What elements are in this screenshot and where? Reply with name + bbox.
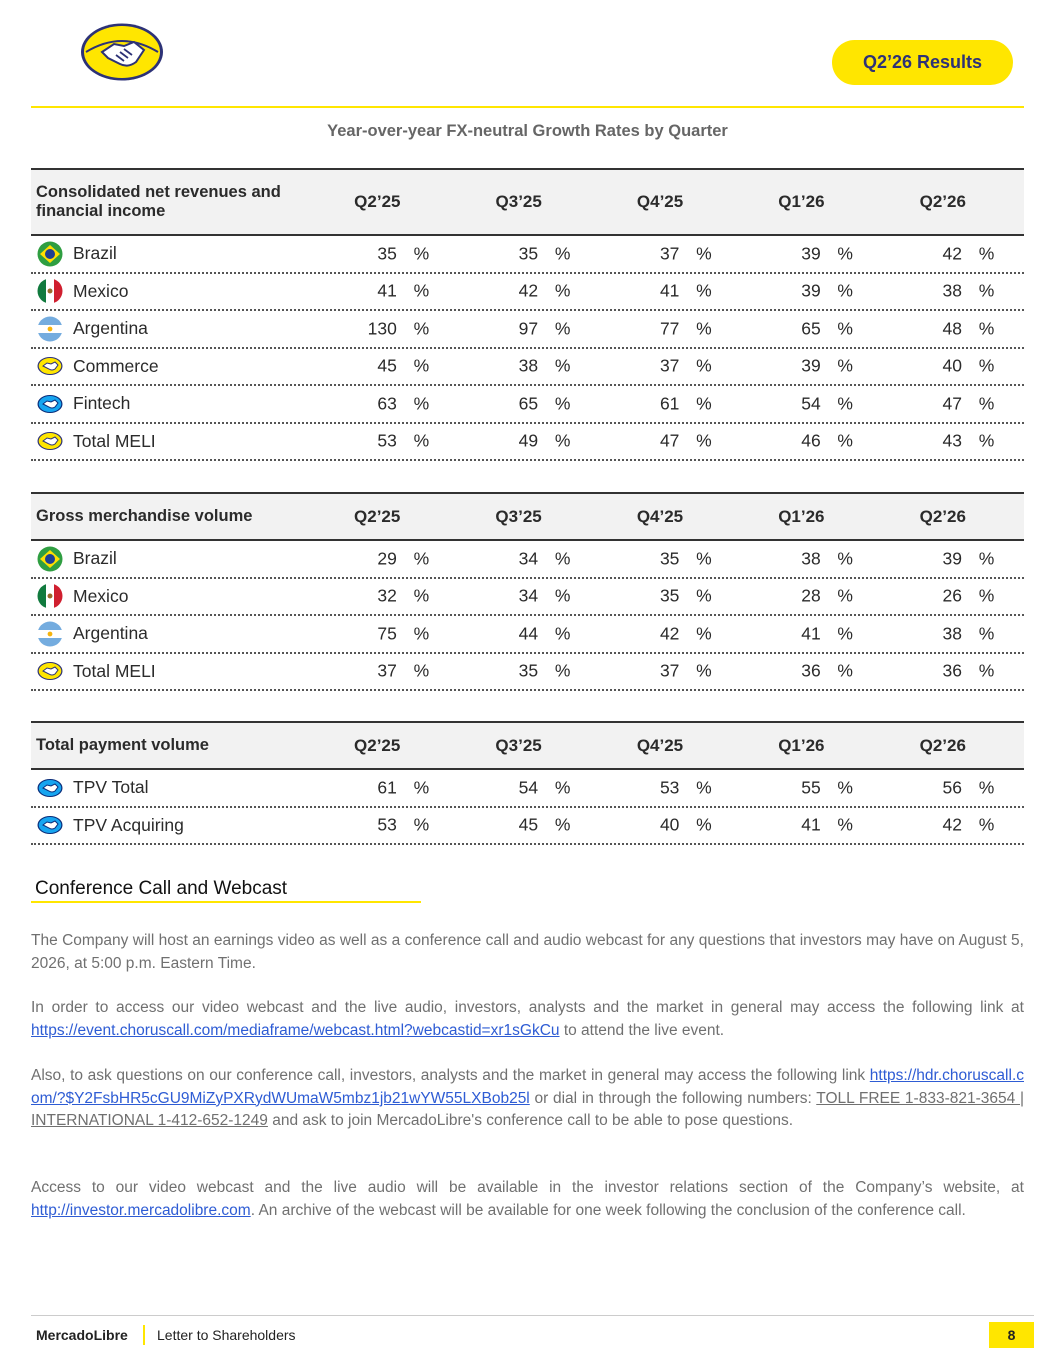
value-number: 97 — [518, 318, 539, 339]
value-cell-q4-25 — [600, 770, 741, 806]
table-row — [31, 274, 1024, 312]
value-cell-q2-26 — [883, 770, 1024, 806]
row-label: Total MELI — [73, 430, 156, 451]
percent-sign: % — [413, 548, 430, 569]
percent-sign: % — [413, 243, 430, 264]
section-title: Year-over-year FX-neutral Growth Rates by Quarter — [327, 122, 728, 140]
percent-sign: % — [978, 777, 995, 798]
percent-sign: % — [696, 318, 712, 339]
value-cell-q2-26 — [883, 654, 1024, 690]
value-number: 36 — [942, 660, 962, 681]
mexico-flag-icon — [37, 278, 63, 304]
value-number: 44 — [518, 623, 539, 644]
percent-sign: % — [696, 585, 712, 606]
percent-sign: % — [554, 355, 571, 376]
value-cell-q3-25 — [459, 311, 600, 347]
percent-sign: % — [554, 777, 571, 798]
percent-sign: % — [554, 585, 571, 606]
value-cell-q1-26 — [741, 770, 882, 806]
table-header-title: Total payment volume — [36, 736, 209, 754]
table-header — [31, 168, 1024, 236]
row-label: Mexico — [73, 280, 129, 301]
row-label-cell — [31, 278, 318, 304]
footer-divider — [31, 1315, 1034, 1316]
row-label: Brazil — [73, 243, 117, 264]
percent-sign: % — [978, 585, 995, 606]
table-row — [31, 541, 1024, 579]
value-number: 32 — [377, 585, 397, 606]
value-cell-q3-25 — [459, 274, 600, 310]
argentina-flag-icon — [37, 621, 63, 647]
page-number: 8 — [989, 1322, 1034, 1348]
percent-sign: % — [978, 814, 995, 835]
conference-underline — [31, 901, 421, 903]
value-cell-q2-25 — [318, 541, 459, 577]
value-number: 37 — [377, 660, 397, 681]
value-number: 65 — [518, 393, 539, 414]
row-label-cell — [31, 658, 318, 684]
footer-subtitle: Letter to Shareholders — [157, 1327, 296, 1343]
value-cell-q2-26 — [883, 579, 1024, 615]
value-cell-q2-26 — [883, 541, 1024, 577]
value-cell-q4-25 — [600, 616, 741, 652]
argentina-flag-icon — [37, 316, 63, 342]
value-cell-q3-25 — [459, 770, 600, 806]
percent-sign: % — [413, 355, 430, 376]
percent-sign: % — [978, 623, 995, 644]
percent-sign: % — [696, 243, 712, 264]
value-number: 65 — [801, 318, 821, 339]
percent-sign: % — [554, 548, 571, 569]
value-number: 45 — [518, 814, 539, 835]
header-q2-25: Q2’25 — [354, 192, 401, 211]
percent-sign: % — [554, 318, 571, 339]
percent-sign: % — [837, 318, 853, 339]
value-number: 34 — [518, 548, 539, 569]
value-cell-q4-25 — [600, 424, 741, 460]
value-cell-q3-25 — [459, 236, 600, 272]
row-label-cell — [31, 353, 318, 379]
webcast-link[interactable]: https://event.choruscall.com/mediaframe/webcast.html?webcastid=xr1sGkCu — [31, 1021, 560, 1039]
value-cell-q3-25 — [459, 654, 600, 690]
value-number: 38 — [801, 548, 821, 569]
percent-sign: % — [554, 814, 571, 835]
row-label: Argentina — [73, 318, 148, 339]
value-number: 54 — [518, 777, 539, 798]
mercadolibre-handshake-icon — [37, 428, 63, 454]
mercadolibre-handshake-icon — [37, 353, 63, 379]
paragraph-text: to attend the live event. — [559, 1021, 725, 1039]
header-q2-25: Q2’25 — [354, 506, 401, 526]
header-q4-25: Q4’25 — [636, 735, 684, 755]
row-label: TPV Total — [73, 777, 149, 798]
value-cell-q2-25 — [318, 236, 459, 272]
percent-sign: % — [413, 777, 430, 798]
value-number: 61 — [377, 777, 397, 798]
row-label-cell — [31, 583, 318, 609]
paragraph-text: or dial in through the following numbers: — [529, 1089, 817, 1107]
table-row — [31, 808, 1024, 846]
value-cell-q1-26 — [741, 236, 882, 272]
percent-sign: % — [837, 393, 853, 414]
percent-sign: % — [978, 243, 995, 264]
value-number: 35 — [659, 585, 680, 606]
value-cell-q2-25 — [318, 274, 459, 310]
mercadopago-handshake-icon — [37, 391, 63, 417]
mercadopago-handshake-icon — [37, 812, 63, 838]
percent-sign: % — [413, 393, 430, 414]
percent-sign: % — [837, 814, 853, 835]
brazil-flag-icon — [37, 241, 63, 267]
row-label-cell — [31, 241, 318, 267]
paragraph-text: In order to access our video webcast and the live audio, investors, analysts and the market in general may access the following link at — [31, 999, 1024, 1016]
percent-sign: % — [837, 243, 853, 264]
value-number: 47 — [942, 393, 962, 414]
header-q2-25: Q2’25 — [354, 735, 401, 755]
value-number: 47 — [659, 430, 680, 451]
header-q4-25: Q4’25 — [636, 192, 684, 211]
table-row — [31, 349, 1024, 387]
value-number: 36 — [801, 660, 821, 681]
value-cell-q1-26 — [741, 274, 882, 310]
value-number: 41 — [801, 814, 821, 835]
percent-sign: % — [413, 318, 430, 339]
value-number: 48 — [942, 318, 962, 339]
value-number: 34 — [518, 585, 539, 606]
value-number: 53 — [659, 777, 680, 798]
value-number: 38 — [518, 355, 539, 376]
value-cell-q3-25 — [459, 808, 600, 844]
value-number: 39 — [942, 548, 962, 569]
mercadolibre-handshake-icon — [37, 658, 63, 684]
value-number: 56 — [942, 777, 962, 798]
value-cell-q2-26 — [883, 311, 1024, 347]
value-number: 45 — [377, 355, 397, 376]
revenues-table — [31, 168, 1024, 461]
value-number: 63 — [377, 393, 397, 414]
value-number: 35 — [518, 243, 539, 264]
value-cell-q1-26 — [741, 349, 882, 385]
percent-sign: % — [837, 777, 853, 798]
value-number: 35 — [377, 243, 397, 264]
value-number: 35 — [518, 660, 539, 681]
value-cell-q2-26 — [883, 616, 1024, 652]
header-q2-26: Q2’26 — [919, 192, 966, 211]
percent-sign: % — [837, 585, 853, 606]
value-cell-q3-25 — [459, 386, 600, 422]
conference-paragraph-3 — [31, 1065, 1024, 1133]
percent-sign: % — [696, 393, 712, 414]
value-number: 41 — [659, 280, 680, 301]
value-cell-q4-25 — [600, 579, 741, 615]
value-number: 39 — [801, 280, 821, 301]
value-number: 42 — [942, 814, 962, 835]
percent-sign: % — [696, 814, 712, 835]
value-cell-q2-25 — [318, 808, 459, 844]
table-row — [31, 770, 1024, 808]
value-cell-q2-25 — [318, 616, 459, 652]
value-number: 35 — [659, 548, 680, 569]
percent-sign: % — [413, 660, 430, 681]
value-number: 37 — [659, 243, 680, 264]
mercadolibre-logo — [80, 22, 164, 82]
header-divider — [31, 106, 1024, 108]
value-cell-q4-25 — [600, 236, 741, 272]
value-number: 38 — [942, 280, 962, 301]
table-header — [31, 492, 1024, 541]
value-cell-q2-25 — [318, 349, 459, 385]
value-cell-q2-26 — [883, 386, 1024, 422]
footer-separator — [143, 1325, 145, 1345]
conference-paragraph-4 — [31, 1177, 1024, 1222]
value-cell-q4-25 — [600, 274, 741, 310]
value-number: 38 — [942, 623, 962, 644]
percent-sign: % — [413, 623, 430, 644]
percent-sign: % — [837, 430, 853, 451]
percent-sign: % — [696, 280, 712, 301]
percent-sign: % — [413, 814, 430, 835]
value-cell-q2-26 — [883, 424, 1024, 460]
value-number: 43 — [942, 430, 962, 451]
value-cell-q2-25 — [318, 311, 459, 347]
table-row — [31, 654, 1024, 692]
table-header-title: Gross merchandise volume — [36, 507, 253, 525]
header-q1-26: Q1’26 — [778, 506, 825, 526]
value-number: 42 — [659, 623, 680, 644]
percent-sign: % — [413, 585, 430, 606]
value-cell-q2-25 — [318, 386, 459, 422]
value-number: 26 — [942, 585, 962, 606]
table-row — [31, 236, 1024, 274]
table-row — [31, 579, 1024, 617]
value-number: 75 — [377, 623, 397, 644]
header-q3-25: Q3’25 — [495, 506, 542, 526]
percent-sign: % — [837, 280, 853, 301]
investor-relations-link[interactable]: http://investor.mercadolibre.com — [31, 1201, 251, 1219]
conference-paragraph-1: The Company will host an earnings video as well as a conference call and audio webcast for any questions that investors may have on August 5, 2026, at 5:00 p.m. Eastern Time. — [31, 932, 1024, 972]
value-cell-q2-25 — [318, 424, 459, 460]
table-header-title: Consolidated net revenues and financial income — [36, 183, 281, 220]
value-number: 49 — [518, 430, 539, 451]
header-q1-26: Q1’26 — [778, 192, 825, 211]
value-number: 41 — [377, 280, 397, 301]
value-cell-q2-25 — [318, 770, 459, 806]
row-label: Mexico — [73, 585, 129, 606]
percent-sign: % — [554, 393, 571, 414]
value-cell-q2-26 — [883, 236, 1024, 272]
gmv-table — [31, 492, 1024, 691]
value-cell-q3-25 — [459, 579, 600, 615]
value-cell-q1-26 — [741, 541, 882, 577]
value-cell-q3-25 — [459, 349, 600, 385]
value-number: 130 — [367, 318, 397, 339]
row-label: Argentina — [73, 623, 148, 644]
value-cell-q4-25 — [600, 654, 741, 690]
conference-paragraph-2 — [31, 997, 1024, 1042]
value-number: 42 — [518, 280, 539, 301]
percent-sign: % — [837, 623, 853, 644]
value-number: 37 — [659, 660, 680, 681]
value-cell-q3-25 — [459, 541, 600, 577]
value-number: 55 — [801, 777, 821, 798]
value-cell-q2-25 — [318, 654, 459, 690]
percent-sign: % — [696, 548, 712, 569]
paragraph-text: Access to our video webcast and the live audio will be available in the investor relations section of the Company’s website, at — [31, 1179, 1024, 1196]
header-q2-26: Q2’26 — [919, 735, 966, 755]
value-number: 41 — [801, 623, 821, 644]
conference-title: Conference Call and Webcast — [35, 878, 288, 899]
value-number: 29 — [377, 548, 397, 569]
percent-sign: % — [696, 777, 712, 798]
row-label-cell — [31, 621, 318, 647]
percent-sign: % — [696, 430, 712, 451]
value-cell-q1-26 — [741, 808, 882, 844]
header-q3-25: Q3’25 — [495, 735, 542, 755]
row-label-cell — [31, 812, 318, 838]
value-cell-q2-25 — [318, 579, 459, 615]
table-row — [31, 424, 1024, 462]
percent-sign: % — [978, 393, 995, 414]
percent-sign: % — [837, 548, 853, 569]
percent-sign: % — [696, 623, 712, 644]
value-number: 61 — [659, 393, 680, 414]
value-cell-q1-26 — [741, 424, 882, 460]
value-cell-q3-25 — [459, 616, 600, 652]
footer-brand: MercadoLibre — [36, 1327, 128, 1343]
value-number: 53 — [377, 430, 397, 451]
percent-sign: % — [413, 430, 430, 451]
value-cell-q1-26 — [741, 654, 882, 690]
row-label: Brazil — [73, 548, 117, 569]
percent-sign: % — [978, 318, 995, 339]
percent-sign: % — [837, 355, 853, 376]
value-cell-q4-25 — [600, 808, 741, 844]
value-number: 37 — [659, 355, 680, 376]
results-badge: Q2’26 Results — [832, 40, 1013, 85]
paragraph-text: . An archive of the webcast will be available for one week following the conclusion of the conference call. — [250, 1201, 966, 1219]
row-label: Total MELI — [73, 660, 156, 681]
table-row — [31, 616, 1024, 654]
percent-sign: % — [554, 623, 571, 644]
brazil-flag-icon — [37, 546, 63, 572]
value-number: 40 — [942, 355, 962, 376]
row-label-cell — [31, 428, 318, 454]
row-label-cell — [31, 391, 318, 417]
percent-sign: % — [554, 280, 571, 301]
header-q1-26: Q1’26 — [778, 735, 825, 755]
value-cell-q2-26 — [883, 808, 1024, 844]
value-cell-q2-26 — [883, 349, 1024, 385]
percent-sign: % — [554, 243, 571, 264]
value-cell-q3-25 — [459, 424, 600, 460]
percent-sign: % — [978, 660, 995, 681]
percent-sign: % — [978, 280, 995, 301]
value-number: 40 — [659, 814, 680, 835]
mexico-flag-icon — [37, 583, 63, 609]
value-cell-q2-26 — [883, 274, 1024, 310]
percent-sign: % — [978, 355, 995, 376]
row-label: Fintech — [73, 393, 131, 414]
dial-in-numbers[interactable]: TOLL FREE 1-833-821-3654 | INTERNATIONAL 1-412-652-1249 — [31, 1089, 1024, 1129]
value-cell-q1-26 — [741, 386, 882, 422]
value-number: 77 — [659, 318, 680, 339]
row-label: Commerce — [73, 355, 159, 376]
value-cell-q4-25 — [600, 386, 741, 422]
table-row — [31, 386, 1024, 424]
header-q3-25: Q3’25 — [495, 192, 542, 211]
value-number: 46 — [801, 430, 821, 451]
table-row — [31, 311, 1024, 349]
row-label-cell — [31, 775, 318, 801]
percent-sign: % — [837, 660, 853, 681]
value-number: 42 — [942, 243, 962, 264]
header-q4-25: Q4’25 — [636, 506, 684, 526]
percent-sign: % — [978, 548, 995, 569]
value-cell-q4-25 — [600, 541, 741, 577]
value-cell-q1-26 — [741, 579, 882, 615]
percent-sign: % — [413, 280, 430, 301]
paragraph-text: Also, to ask questions on our conference call, investors, analysts and the market in general may access the following link — [31, 1067, 870, 1084]
row-label-cell — [31, 546, 318, 572]
header-q2-26: Q2’26 — [919, 506, 966, 526]
percent-sign: % — [554, 430, 571, 451]
value-number: 54 — [801, 393, 821, 414]
value-number: 39 — [801, 243, 821, 264]
value-number: 39 — [801, 355, 821, 376]
value-cell-q4-25 — [600, 311, 741, 347]
tpv-table — [31, 721, 1024, 845]
percent-sign: % — [696, 660, 712, 681]
value-cell-q1-26 — [741, 311, 882, 347]
percent-sign: % — [696, 355, 712, 376]
table-header — [31, 721, 1024, 770]
row-label: TPV Acquiring — [73, 814, 184, 835]
percent-sign: % — [554, 660, 571, 681]
conference-questions-link[interactable]: https://hdr.choruscall.com/?$Y2FsbHR5cGU9MiZyPXRydWUmaW5mbz1jb21wYW55LXBob25l — [31, 1067, 1024, 1107]
mercadopago-handshake-icon — [37, 775, 63, 801]
value-cell-q1-26 — [741, 616, 882, 652]
paragraph-text: and ask to join MercadoLibre's conference call to be able to pose questions. — [267, 1112, 794, 1129]
row-label-cell — [31, 316, 318, 342]
value-cell-q4-25 — [600, 349, 741, 385]
value-number: 28 — [801, 585, 821, 606]
percent-sign: % — [978, 430, 995, 451]
value-number: 53 — [377, 814, 397, 835]
